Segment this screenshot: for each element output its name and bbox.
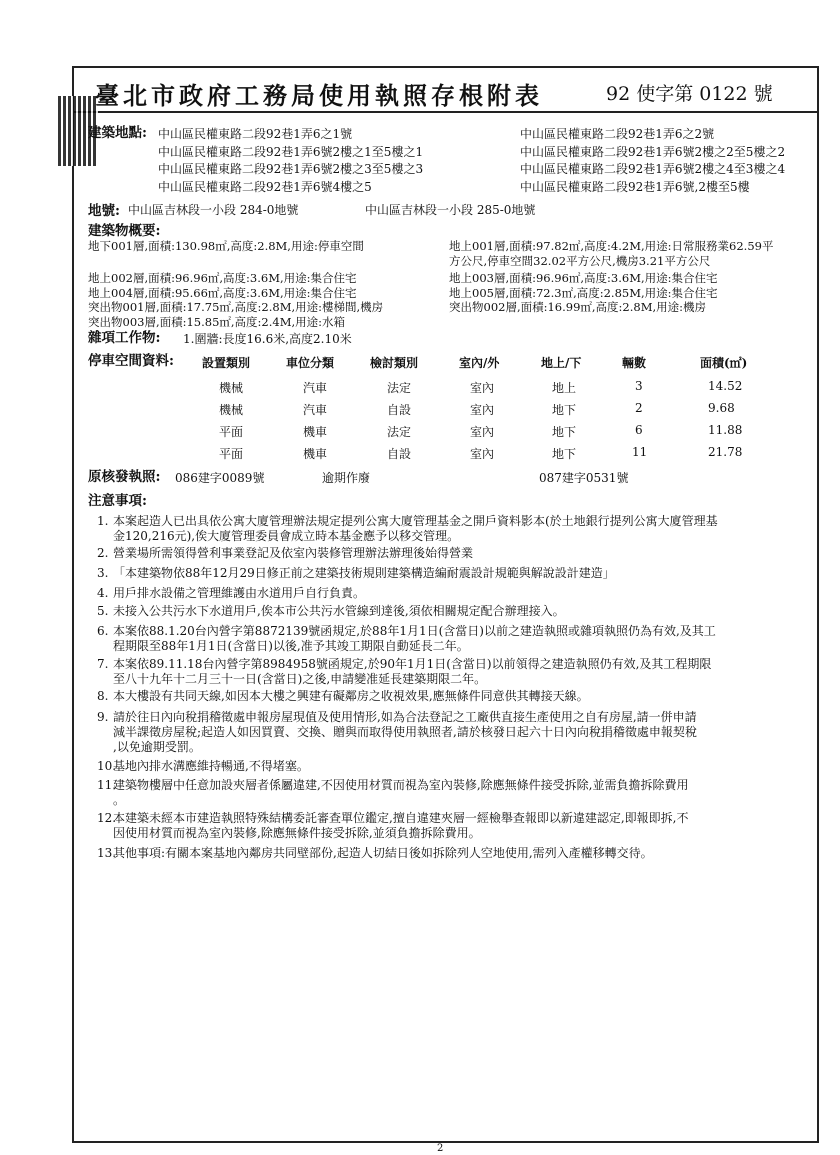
note-line: 本建築未經本市建造執照特殊結構委託審查單位鑑定,擅自違建夾層一經檢舉查報即以新違建認定,即報即拆,不: [113, 811, 689, 825]
parking-header: 設置類別: [202, 356, 251, 370]
note-line: 營業場所需領得營利事業登記及依室內裝修管理辦法辦理後始得營業: [113, 546, 474, 560]
overview-p2: 突出物002層,面積:16.99㎡,高度:2.8M,用途:機房: [449, 300, 707, 314]
parking-header: 室內/外: [459, 356, 500, 370]
parking-cell: 6: [635, 423, 643, 437]
note-number: 10.: [97, 759, 117, 773]
parking-header: 檢討類別: [370, 356, 419, 370]
parking-cell: 機車: [303, 447, 328, 461]
parking-header: 地上/下: [541, 356, 582, 370]
parking-cell: 地下: [552, 403, 577, 417]
note-number: 7.: [97, 657, 109, 671]
misc-label: 雜項工作物:: [88, 330, 161, 346]
note-line: 程期限至88年1月1日(含當日)以後,准予其竣工期限自動延長二年。: [113, 639, 469, 653]
parking-cell: 地上: [552, 381, 577, 395]
parking-cell: 21.78: [708, 445, 743, 459]
note-number: 11.: [97, 778, 117, 792]
location-right-2: 中山區民權東路二段92巷1弄6號2樓之2至5樓之2: [520, 145, 786, 159]
overview-f5: 地上005層,面積:72.3㎡,高度:2.85M,用途:集合住宅: [449, 286, 718, 300]
note-item: [97, 846, 813, 861]
parking-cell: 法定: [387, 425, 412, 439]
parking-cell: 室內: [470, 403, 495, 417]
note-item: [97, 624, 813, 654]
note-line: 其他事項:有關本案基地內鄰房共同壁部份,起造人切結日後如拆除列人空地使用,需列入產權移轉交待。: [113, 846, 653, 860]
note-number: 2.: [97, 546, 109, 560]
original-permit-status: 逾期作廢: [322, 471, 371, 485]
note-number: 1.: [97, 514, 109, 528]
note-item: [97, 657, 813, 687]
parking-cell: 機械: [219, 381, 244, 395]
land-label: 地號:: [88, 203, 120, 219]
parking-cell: 3: [635, 379, 643, 393]
original-permit-2: 087建字0531號: [539, 471, 629, 485]
parking-header: 車位分類: [286, 356, 335, 370]
note-number: 6.: [97, 624, 109, 638]
note-item: [97, 759, 813, 774]
note-number: 8.: [97, 689, 109, 703]
note-line: 至八十九年十二月三十一日(含當日)之後,申請變准延長建築期限二年。: [113, 672, 487, 686]
note-item: [97, 778, 813, 808]
parking-cell: 14.52: [708, 379, 743, 393]
parking-cell: 地下: [552, 447, 577, 461]
note-line: ,以免逾期受罰。: [113, 740, 201, 754]
parking-header: 面積(㎡): [700, 356, 748, 370]
note-line: 「本建築物依88年12月29日修正前之建築技術規則建築構造編耐震設計規範與解說設計建造」: [113, 566, 615, 580]
location-right-1: 中山區民權東路二段92巷1弄6之2號: [520, 127, 715, 141]
note-number: 4.: [97, 586, 109, 600]
notes-label: 注意事項:: [88, 493, 147, 509]
original-permit-1: 086建字0089號: [175, 471, 265, 485]
parking-cell: 地下: [552, 425, 577, 439]
location-right-3: 中山區民權東路二段92巷1弄6號2樓之4至3樓之4: [520, 162, 786, 176]
parking-cell: 自設: [387, 447, 412, 461]
original-permit-label: 原核發執照:: [88, 469, 161, 485]
note-line: 基地內排水溝應維持暢通,不得堵塞。: [113, 759, 309, 773]
parking-cell: 11.88: [708, 423, 743, 437]
parking-cell: 平面: [219, 425, 244, 439]
parking-header: 輛數: [622, 356, 647, 370]
note-item: [97, 689, 813, 704]
location-left-1: 中山區民權東路二段92巷1弄6之1號: [158, 127, 353, 141]
note-line: 請於往日內向稅捐稽徵處申報房屋現值及使用情形,如為合法登記之工廠供直接生產使用之自有房屋,請一併申請: [113, 710, 697, 724]
overview-p3: 突出物003層,面積:15.85㎡,高度:2.4M,用途:水箱: [88, 315, 346, 329]
parking-cell: 室內: [470, 381, 495, 395]
note-line: 未接入公共污水下水道用戶,俟本市公共污水管線到達後,須依相關規定配合辦理接入。: [113, 604, 565, 618]
land-lot-1: 中山區吉林段一小段 284-0地號: [128, 203, 299, 217]
note-item: [97, 710, 813, 755]
note-line: 。: [113, 793, 126, 807]
note-number: 9.: [97, 710, 109, 724]
note-line: 減半課徵房屋稅;起造人如因買賣、交換、贈與而取得使用執照者,請於核發日起六十日內向稅捐稽徵處申報契稅: [113, 725, 697, 739]
location-left-3: 中山區民權東路二段92巷1弄6號2樓之3至5樓之3: [158, 162, 424, 176]
overview-f3: 地上003層,面積:96.96㎡,高度:3.6M,用途:集合住宅: [449, 271, 718, 285]
parking-cell: 機車: [303, 425, 328, 439]
note-number: 12.: [97, 811, 117, 825]
parking-cell: 汽車: [303, 403, 328, 417]
parking-cell: 汽車: [303, 381, 328, 395]
note-number: 13.: [97, 846, 117, 860]
parking-cell: 9.68: [708, 401, 735, 415]
parking-cell: 11: [632, 445, 648, 459]
parking-label: 停車空間資料:: [88, 353, 174, 369]
note-line: 建築物樓層中任意加設夾層者係屬違建,不因使用材質而視為室內裝修,除應無條件接受拆除,並需負擔拆除費用: [113, 778, 689, 792]
note-number: 5.: [97, 604, 109, 618]
document-number: 92 使字第 0122 號: [606, 83, 773, 105]
note-item: [97, 604, 813, 619]
note-item: [97, 546, 813, 561]
parking-cell: 2: [635, 401, 643, 415]
note-line: 因使用材質而視為室內裝修,除應無條件接受拆除,並須負擔拆除費用。: [113, 826, 481, 840]
note-item: [97, 811, 813, 841]
parking-cell: 室內: [470, 425, 495, 439]
header-divider: [72, 111, 817, 113]
overview-p1: 突出物001層,面積:17.75㎡,高度:2.8M,用途:樓梯間,機房: [88, 300, 384, 314]
note-line: 本大樓設有共同天線,如因本大樓之興建有礙鄰房之收視效果,應無條件同意供其轉接天線。: [113, 689, 589, 703]
parking-cell: 平面: [219, 447, 244, 461]
note-line: 金120,216元),俟大廈管理委員會成立時本基金應予以移交管理。: [113, 529, 460, 543]
location-label: 建築地點:: [88, 125, 147, 141]
note-item: [97, 586, 813, 601]
misc-value: 1.圍牆:長度16.6米,高度2.10米: [183, 332, 352, 346]
overview-f1-line2: 方公尺,停車空間32.02平方公尺,機房3.21平方公尺: [449, 254, 711, 268]
page-number: 2: [437, 1143, 444, 1154]
parking-cell: 自設: [387, 403, 412, 417]
note-line: 本案依88.1.20台內營字第8872139號函規定,於88年1月1日(含當日)以前之建造執照或雜項執照仍為有效,及其工: [113, 624, 716, 638]
parking-cell: 法定: [387, 381, 412, 395]
note-line: 用戶排水設備之管理維護由水道用戶自行負責。: [113, 586, 366, 600]
overview-f1-line1: 地上001層,面積:97.82㎡,高度:4.2M,用途:日常服務業62.59平: [449, 239, 774, 253]
parking-cell: 機械: [219, 403, 244, 417]
page-title: 臺北市政府工務局使用執照存根附表: [95, 81, 543, 110]
note-item: [97, 566, 813, 581]
note-line: 本案起造人已出具依公寓大廈管理辦法規定提列公寓大廈管理基金之開戶資料影本(於土地銀行提列公寓大廈管理基: [113, 514, 718, 528]
note-line: 本案依89.11.18台內營字第8984958號函規定,於90年1月1日(含當日)以前領得之建造執照仍有效,及其工程期限: [113, 657, 712, 671]
note-number: 3.: [97, 566, 109, 580]
land-lot-2: 中山區吉林段一小段 285-0地號: [365, 203, 536, 217]
overview-b1: 地下001層,面積:130.98㎡,高度:2.8M,用途:停車空間: [88, 239, 364, 253]
overview-f2: 地上002層,面積:96.96㎡,高度:3.6M,用途:集合住宅: [88, 271, 357, 285]
overview-label: 建築物概要:: [88, 223, 161, 239]
overview-f4: 地上004層,面積:95.66㎡,高度:3.6M,用途:集合住宅: [88, 286, 357, 300]
parking-cell: 室內: [470, 447, 495, 461]
location-left-4: 中山區民權東路二段92巷1弄6號4樓之5: [158, 180, 372, 194]
location-left-2: 中山區民權東路二段92巷1弄6號2樓之1至5樓之1: [158, 145, 424, 159]
location-right-4: 中山區民權東路二段92巷1弄6號,2樓至5樓: [520, 180, 750, 194]
note-item: [97, 514, 813, 544]
